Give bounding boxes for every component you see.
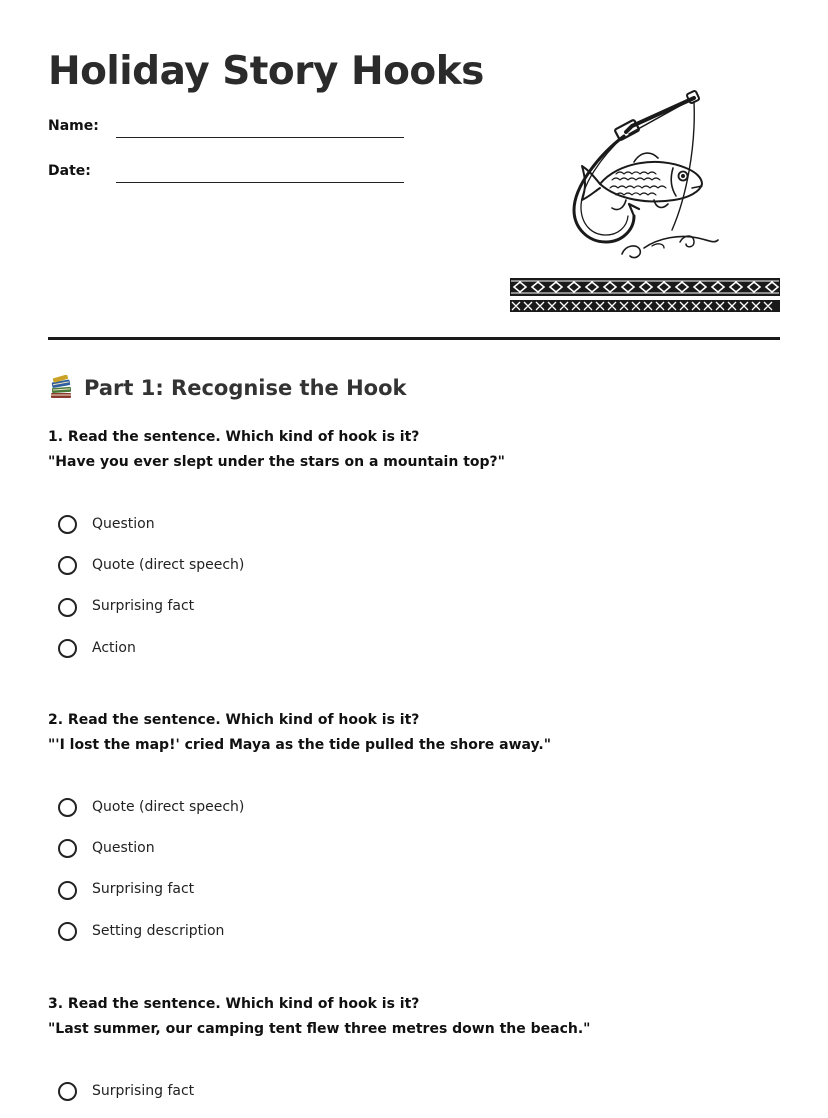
question-3-sentence: "Last summer, our camping tent flew three metres down the beach." <box>48 1021 591 1037</box>
radio-button[interactable] <box>58 922 77 941</box>
radio-button[interactable] <box>58 839 77 858</box>
question-1-options <box>58 503 244 668</box>
question-3-option-1[interactable] <box>58 1070 194 1111</box>
radio-button[interactable] <box>58 515 77 534</box>
option-label: Surprising fact <box>92 881 195 898</box>
radio-button[interactable] <box>58 881 77 900</box>
question-2-option-3[interactable] <box>58 869 244 910</box>
option-label: Action <box>92 639 136 656</box>
option-label: Surprising fact <box>92 598 195 615</box>
date-label: Date: <box>48 163 91 179</box>
part1-heading-text: Part 1: Recognise the Hook <box>84 376 407 400</box>
radio-button[interactable] <box>58 1082 77 1101</box>
question-1-option-3[interactable] <box>58 586 244 627</box>
question-2 <box>48 708 788 939</box>
option-label: Surprising fact <box>92 1082 195 1099</box>
radio-button[interactable] <box>58 598 77 617</box>
question-2-option-4[interactable] <box>58 910 244 951</box>
question-2-options <box>58 786 244 951</box>
question-1-prompt: 1. Read the sentence. Which kind of hook is it? <box>48 429 420 445</box>
worksheet-title: Holiday Story Hooks <box>48 49 484 94</box>
fish-on-hook-icon <box>508 88 782 318</box>
radio-button[interactable] <box>58 798 77 817</box>
radio-button[interactable] <box>58 639 77 658</box>
option-label: Quote (direct speech) <box>92 556 245 573</box>
question-2-option-1[interactable] <box>58 786 244 827</box>
option-label: Setting description <box>92 922 225 939</box>
question-3 <box>48 992 788 1099</box>
question-1-option-4[interactable] <box>58 627 244 668</box>
option-label: Question <box>92 515 155 532</box>
name-line[interactable] <box>116 137 404 138</box>
books-icon <box>48 375 74 401</box>
question-2-prompt: 2. Read the sentence. Which kind of hook is it? <box>48 712 420 728</box>
question-2-option-2[interactable] <box>58 827 244 868</box>
name-label: Name: <box>48 118 99 134</box>
name-field[interactable] <box>48 118 408 148</box>
option-label: Quote (direct speech) <box>92 798 245 815</box>
date-line[interactable] <box>116 182 404 183</box>
question-1-sentence: "Have you ever slept under the stars on a mountain top?" <box>48 454 505 470</box>
question-3-prompt: 3. Read the sentence. Which kind of hook is it? <box>48 996 420 1012</box>
part1-heading <box>48 372 407 404</box>
section-divider <box>48 337 780 340</box>
question-1-option-2[interactable] <box>58 544 244 585</box>
radio-button[interactable] <box>58 556 77 575</box>
question-1-option-1[interactable] <box>58 503 244 544</box>
question-1 <box>48 425 788 656</box>
question-2-sentence: "'I lost the map!' cried Maya as the tide pulled the shore away." <box>48 737 552 753</box>
option-label: Question <box>92 839 155 856</box>
date-field[interactable] <box>48 163 408 193</box>
decorative-border-icon <box>510 278 780 312</box>
question-3-options <box>58 1070 194 1111</box>
